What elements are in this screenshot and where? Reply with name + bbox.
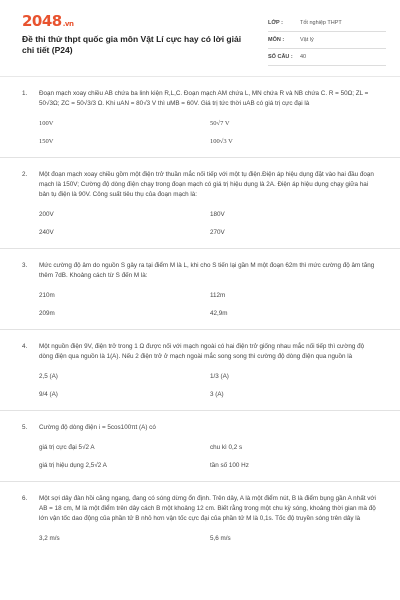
meta-value: 40 [300, 54, 307, 60]
answer-option[interactable]: 240V [39, 229, 54, 236]
answer-options [39, 368, 400, 404]
question [0, 77, 400, 158]
header [0, 0, 400, 72]
question-number: 5. [22, 424, 28, 431]
answer-option[interactable]: giá trị hiệu dụng 2,5√2 A [39, 462, 107, 469]
logo-suffix: .vn [62, 20, 74, 28]
meta-row-count [268, 49, 386, 66]
answer-options [39, 530, 400, 548]
question-text: Mức cường độ âm do nguồn S gây ra tại điểm M là L, khi cho S tiến lại gần M một đoạn 62m thì mức cường độ âm tăng thêm 7dB. Khoảng cách từ S đến M là: [39, 262, 375, 279]
question-list [0, 77, 400, 554]
answer-option[interactable]: 5,6 m/s [210, 535, 231, 542]
answer-option[interactable]: 112m [210, 292, 226, 299]
answer-option[interactable]: 180V [210, 211, 225, 218]
logo-text: 2048 [22, 12, 62, 30]
answer-option[interactable]: 100V [39, 120, 54, 127]
answer-option[interactable]: 3 (A) [210, 391, 224, 398]
question-number: 4. [22, 343, 28, 350]
answer-options [39, 287, 400, 323]
meta-row-class [268, 15, 386, 32]
meta-info [268, 15, 386, 72]
answer-options [39, 115, 400, 151]
answer-options [39, 439, 400, 475]
question-text: Một nguồn điện 9V, điện trở trong 1 Ω được nối với mạch ngoài có hai điện trở giống nhau mắc nối tiếp thì cường độ dòng điện qua nguồn là 1(A). Nếu 2 điện trở ở mạch ngoài mắc song song thì cường độ dòng điện qua nguồn là [39, 343, 365, 360]
question [0, 411, 400, 482]
site-logo[interactable] [22, 12, 246, 30]
answer-option[interactable]: 200V [39, 211, 54, 218]
question [0, 158, 400, 249]
page-title: Đề thi thử thpt quốc gia môn Vật Lí cực hay có lời giải chi tiết (P24) [22, 34, 242, 55]
answer-option[interactable]: 2,5 (A) [39, 373, 58, 380]
answer-option[interactable]: 210m [39, 292, 55, 299]
answer-option[interactable]: 9/4 (A) [39, 391, 58, 398]
answer-option[interactable]: 3,2 m/s [39, 535, 60, 542]
answer-options [39, 206, 400, 242]
meta-value: Vật lý [300, 37, 314, 43]
answer-option[interactable]: 50√7 V [210, 120, 230, 127]
answer-option[interactable]: chu kì 0,2 s [210, 444, 243, 451]
meta-label: SỐ CÂU : [268, 54, 293, 60]
meta-value: Tốt nghiệp THPT [300, 20, 342, 26]
question [0, 330, 400, 411]
question-number: 3. [22, 262, 28, 269]
question-text: Một sợi dây đàn hồi căng ngang, đang có sóng dừng ổn định. Trên dây, A là một điểm nút, B là điểm bụng gần A nhất với AB = 18 cm, M là một điểm trên dây cách B một khoảng 12 cm. Biết rằng trong một chu kỳ sóng, khoảng thời gian mà độ lớn vận tốc dao động của phần tử B nhỏ hơn vận tốc cực đại của phần tử M là 0,1s. Tốc độ truyền sóng trên dây là [39, 495, 376, 522]
question-text: Cường độ dòng điện i = 5cos100πt (A) có [39, 424, 156, 431]
question-text: Một đoạn mạch xoay chiều gồm một điện trở thuần mắc nối tiếp với một tụ điện.Điện áp hiệu dụng đặt vào hai đầu đoạn mạch là 150V; Cường độ dòng điện chạy trong đoạn mạch có giá trị hiệu dụng là 2A. Điện áp hiệu dụng chạy giữa hai bản tụ điện là 90V. Công suất tiêu thụ của đoạn mạch là: [39, 171, 374, 198]
answer-option[interactable]: tần số 100 Hz [210, 462, 249, 469]
answer-option[interactable]: giá trị cực đại 5√2 A [39, 444, 95, 451]
question-number: 1. [22, 90, 28, 97]
answer-option[interactable]: 150V [39, 138, 54, 145]
header-left [22, 12, 246, 72]
question [0, 482, 400, 554]
question-number: 2. [22, 171, 28, 178]
meta-row-subject [268, 32, 386, 49]
answer-option[interactable]: 270V [210, 229, 225, 236]
question-text: Đoạn mạch xoay chiều AB chứa ba linh kiện R,L,C. Đoạn mạch AM chứa L, MN chứa R và NB chứa C. R = 50Ω; ZL = 50√3Ω; ZC = 50√3/3 Ω. Khi uAN = 80√3 V thì uMB = 60V. Giá trị tức thời uAB có giá trị cực đại là [39, 90, 369, 107]
question [0, 249, 400, 330]
answer-option[interactable]: 42,9m [210, 310, 228, 317]
answer-option[interactable]: 1/3 (A) [210, 373, 229, 380]
question-number: 6. [22, 495, 28, 502]
answer-option[interactable]: 209m [39, 310, 55, 317]
answer-option[interactable]: 100√3 V [210, 138, 233, 145]
meta-label: LỚP : [268, 20, 283, 26]
meta-label: MÔN : [268, 37, 285, 43]
